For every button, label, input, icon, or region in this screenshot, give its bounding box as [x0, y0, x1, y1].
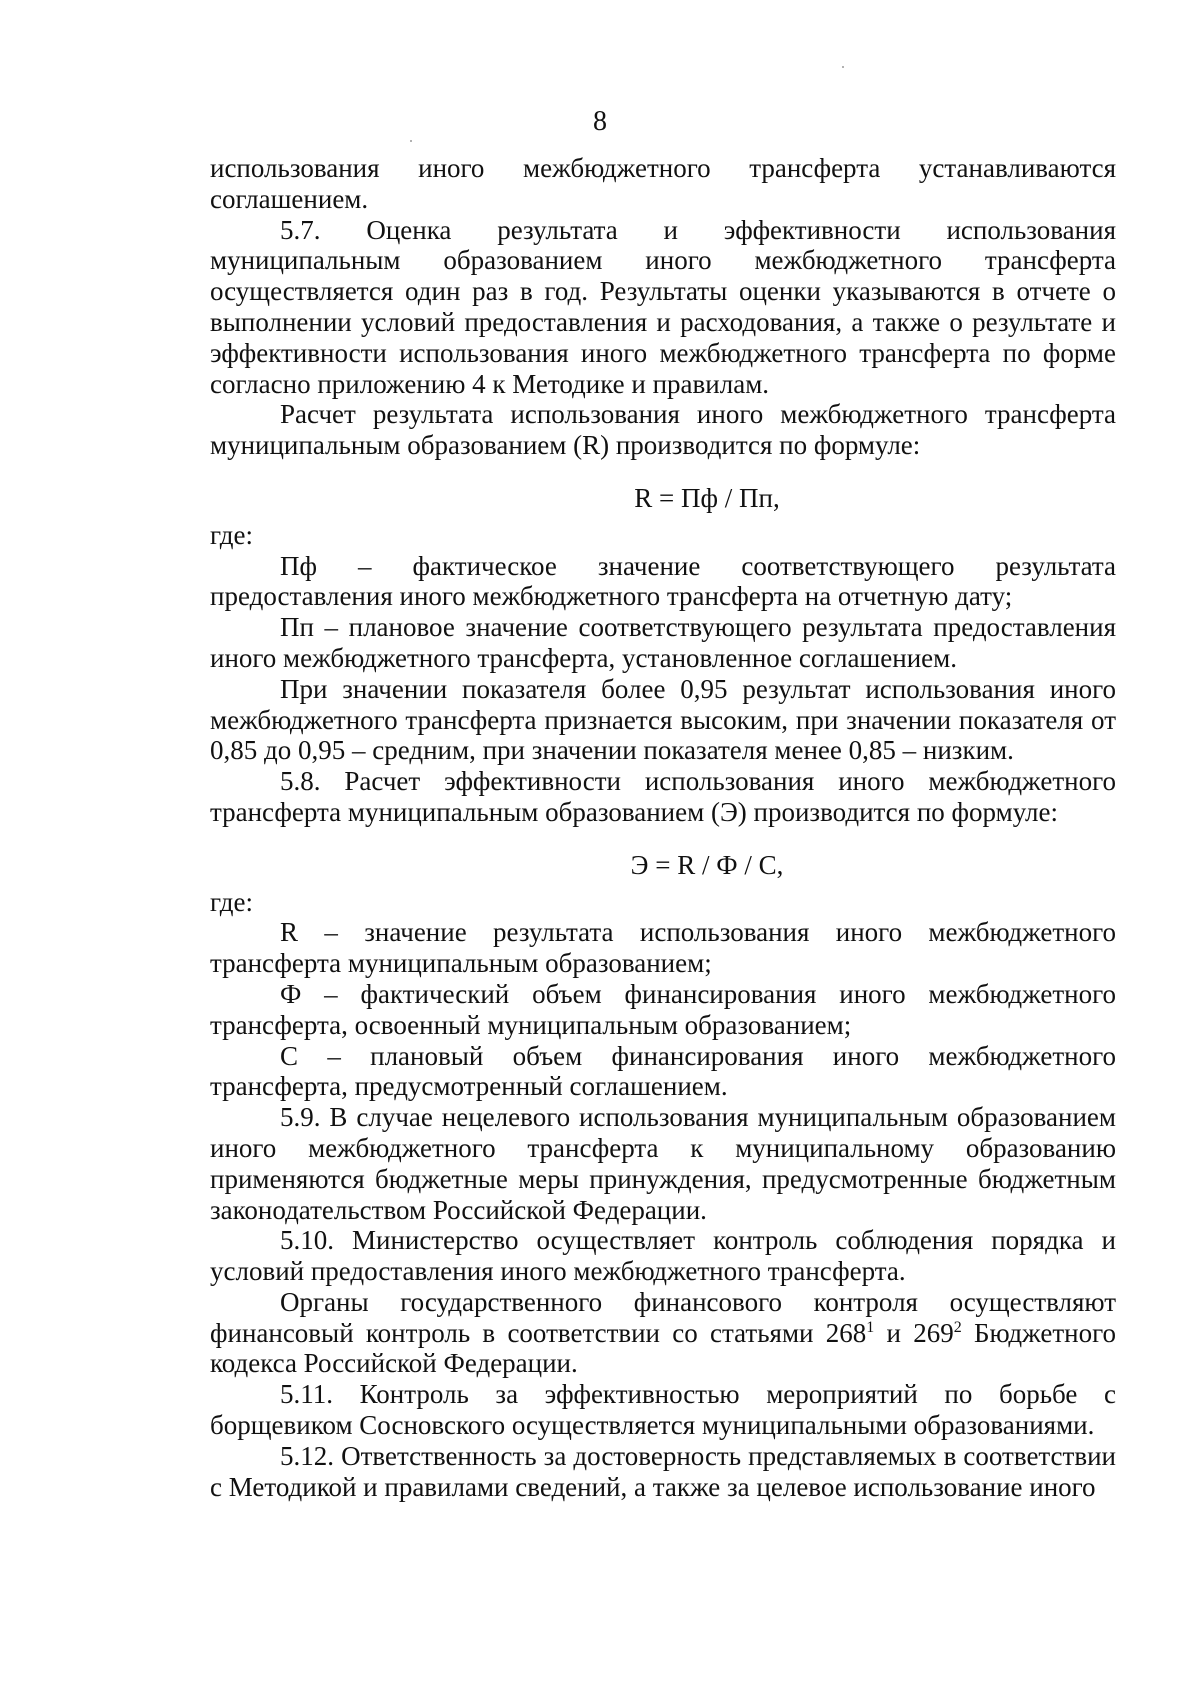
paragraph-5-7: 5.7. Оценка результата и эффективности использования муниципальным образованием иного межбюджетного трансферта осуществляется один раз в год. Результаты оценки указываются в отчете о выполнении условий предоставления и расходования, а также о результате и эффективности использования иного межбюджетного трансферта по форме согласно приложению 4 к Методике и правилам.	[210, 214, 1116, 399]
definition-f: Ф – фактический объем финансирования иного межбюджетного трансферта, освоенный муниципальным образованием;	[210, 978, 1116, 1040]
paragraph-result-calculation: Расчет результата использования иного межбюджетного трансферта муниципальным образованием (R) производится по формуле:	[210, 399, 1116, 461]
footnote-marker-1: 1	[866, 1318, 875, 1336]
formula-result: R = Пф / Пп,	[634, 482, 780, 513]
where-label-1: где:	[210, 519, 253, 550]
scan-speck	[410, 140, 412, 142]
page-number: 8	[593, 106, 607, 137]
financial-control-text-2: и 269	[874, 1317, 954, 1348]
definition-pf: Пф – фактическое значение соответствующего результата предоставления иного межбюджетного трансферта на отчетную дату;	[210, 550, 1116, 612]
definition-c: С – плановый объем финансирования иного межбюджетного трансферта, предусмотренный соглашением.	[210, 1040, 1116, 1102]
definition-pp: Пп – плановое значение соответствующего результата предоставления иного межбюджетного трансферта, установленное соглашением.	[210, 612, 1116, 673]
paragraph-5-10: 5.10. Министерство осуществляет контроль соблюдения порядка и условий предоставления иного межбюджетного трансферта.	[210, 1225, 1116, 1287]
definition-r: R – значение результата использования иного межбюджетного трансферта муниципальным образованием;	[210, 917, 1116, 979]
financial-control-text-3: Бюджетного кодекса Российской Федерации.	[210, 1317, 1116, 1379]
paragraph-thresholds: При значении показателя более 0,95 результат использования иного межбюджетного трансферта признается высоким, при значении показателя от 0,85 до 0,95 – средним, при значении показателя менее 0,85 – низким.	[210, 673, 1116, 766]
paragraph-5-9: 5.9. В случае нецелевого использования муниципальным образованием иного межбюджетного трансферта к муниципальному образованию применяются бюджетные меры принуждения, предусмотренные бюджетным законодательством Российской Федерации.	[210, 1102, 1116, 1225]
paragraph-5-11: 5.11. Контроль за эффективностью мероприятий по борьбе с борщевиком Сосновского осуществляется муниципальными образованиями.	[210, 1379, 1116, 1441]
footnote-marker-2: 2	[953, 1318, 962, 1336]
formula-efficiency: Э = R / Ф / С,	[630, 849, 784, 880]
paragraph-financial-control	[210, 1287, 1116, 1379]
document-body	[210, 153, 1116, 1502]
where-label-2: где:	[210, 886, 253, 917]
paragraph-5-8: 5.8. Расчет эффективности использования иного межбюджетного трансферта муниципальным образованием (Э) производится по формуле:	[210, 766, 1116, 827]
paragraph-5-12: 5.12. Ответственность за достоверность представляемых в соответствии с Методикой и правилами сведений, а также за целевое использование иного	[210, 1440, 1116, 1502]
scan-speck	[842, 66, 844, 68]
paragraph-continuation: использования иного межбюджетного трансферта устанавливаются соглашением.	[210, 153, 1116, 214]
financial-control-text-1: Органы государственного финансового контроля осуществляют финансовый контроль в соответствии со статьями 268	[210, 1286, 1116, 1348]
